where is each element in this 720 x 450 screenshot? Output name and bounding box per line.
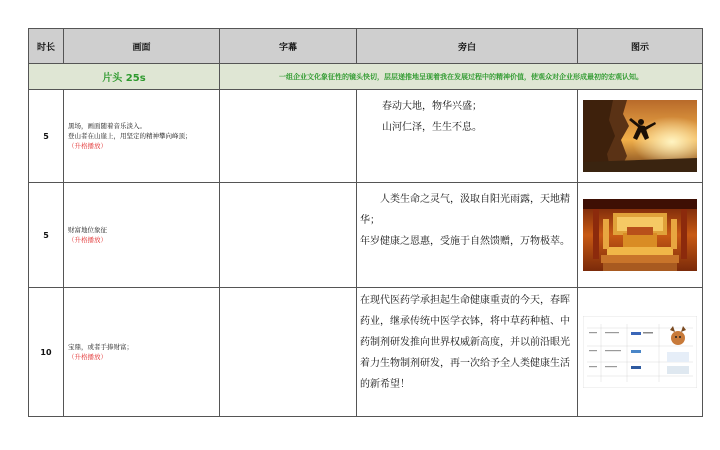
table-row xyxy=(29,90,703,183)
row-illustration xyxy=(578,288,703,417)
section-title: 片头 25s xyxy=(29,64,220,90)
row-scene xyxy=(64,183,220,288)
header-scene: 画面 xyxy=(64,29,220,64)
row-scene xyxy=(64,90,220,183)
row-narration xyxy=(357,90,578,183)
narration-line: 春动大地，物华兴盛； xyxy=(382,101,482,112)
scene-line: 登山者在山崖上，用坚定的精神攀向峰顶； xyxy=(68,132,192,140)
scene-line: 黑场，画面随着音乐淡入。 xyxy=(68,122,146,130)
row-duration: 10 xyxy=(29,288,64,417)
scene-note: （升格播放） xyxy=(68,142,107,150)
header-duration: 时长 xyxy=(29,29,64,64)
golden-throne-palace-photo-icon xyxy=(583,199,697,271)
narration-line: 山河仁泽，生生不息。 xyxy=(382,122,482,133)
narration-line: 人类生命之灵气，汲取自阳光雨露，天地精华； xyxy=(360,194,570,226)
scene-line: 财富地位象征 xyxy=(68,226,107,234)
climber-sunset-photo-icon xyxy=(583,100,697,172)
scene-note: （升格播放） xyxy=(68,353,107,361)
table-row xyxy=(29,183,703,288)
header-illustration: 图示 xyxy=(578,29,703,64)
row-duration: 5 xyxy=(29,183,64,288)
section-description: 一组企业文化象征性的镜头快切，层层递推地呈现着我在发展过程中的精神价值，使观众对企业形成最初的宏观认知。 xyxy=(220,64,703,90)
narration-line: 年岁健康之恩惠，受施于自然馈赠，万物极萃。 xyxy=(360,236,570,247)
row-scene xyxy=(64,288,220,417)
header-caption: 字幕 xyxy=(220,29,357,64)
header-narration: 旁白 xyxy=(357,29,578,64)
section-row xyxy=(29,64,703,90)
scene-note: （升格播放） xyxy=(68,236,107,244)
table-row xyxy=(29,288,703,417)
row-caption xyxy=(220,90,357,183)
narration-line: 在现代医药学承担起生命健康重责的今天，春晖药业，继承传统中医学衣钵，将中草药种植、中药制剂研发推向世界权威新高度，并以前沿眼光着力生物制剂研发，再一次给予全人类健康生活的新希望！ xyxy=(360,295,570,390)
row-caption xyxy=(220,183,357,288)
header-row xyxy=(29,29,703,64)
row-illustration xyxy=(578,90,703,183)
storyboard-table xyxy=(28,28,703,417)
row-illustration xyxy=(578,183,703,288)
row-duration: 5 xyxy=(29,90,64,183)
row-narration xyxy=(357,288,578,417)
scene-line: 宝鼎，或者手捧财富； xyxy=(68,343,133,351)
row-narration xyxy=(357,183,578,288)
slide-deck-thumbnail-icon xyxy=(583,316,697,388)
row-caption xyxy=(220,288,357,417)
